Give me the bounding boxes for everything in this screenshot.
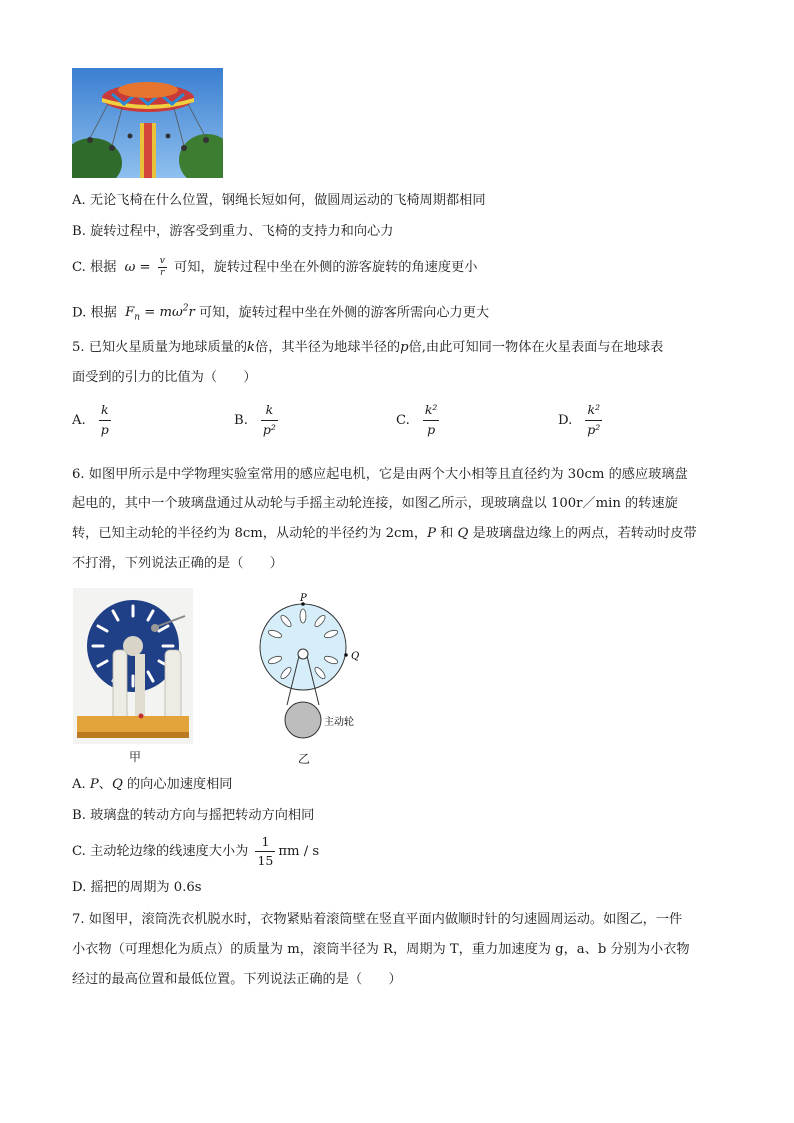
swing-ride-photo <box>72 68 223 178</box>
q6-stem-line2: 起电的，其中一个玻璃盘通过从动轮与手摇主动轮连接，如图乙所示，现玻璃盘以 100r／min 的转速旋 <box>72 496 678 511</box>
q7-stem-line3: 经过的最高位置和最低位置。下列说法正确的是（ ） <box>72 972 402 987</box>
figure-jia-caption: 甲 <box>129 750 142 764</box>
q6-stem-line1: 6. 如图甲所示是中学物理实验室常用的感应起电机，它是由两个大小相等且直径约为 30cm 的感应玻璃盘 <box>72 467 688 482</box>
q5-stem-line1: 5. 已知火星质量为地球质量的k倍，其半径为地球半径的p倍,由此可知同一物体在火星表面与在地球表 <box>72 340 664 355</box>
label-driver-wheel: 主动轮 <box>324 717 354 728</box>
q5-option-a: A. $\frac{k}{p}$ <box>72 402 109 437</box>
q6-option-d: D. 摇把的周期为 0.6s <box>72 880 202 895</box>
q6-option-c: C. 主动轮边缘的线速度大小为 $\frac{1}{15}$ πm / s <box>72 833 320 868</box>
q5-option-b: B. $\frac{k}{\text{p²}}$ <box>234 402 276 437</box>
label-p: P <box>300 593 307 604</box>
force-formula: $F_n = m\omega^2r$ <box>125 304 195 324</box>
q5-option-d: D. $\frac{\text{k²}}{\text{p²}}$ <box>558 402 601 437</box>
q7-stem-line1: 7. 如图甲，滚筒洗衣机脱水时，衣物紧贴着滚筒壁在竖直平面内做顺时针的匀速圆周运动。如图乙，一件 <box>72 912 683 927</box>
q6-stem-line4: 不打滑，下列说法正确的是（ ） <box>72 556 283 571</box>
figure-yi-caption: 乙 <box>298 752 311 766</box>
q5-option-c: C. $\frac{\text{k²}}{p}$ <box>396 402 438 437</box>
q7-stem-line2: 小衣物（可理想化为质点）的质量为 m，滚筒半径为 R，周期为 T，重力加速度为 g，a、b 分别为小衣物 <box>72 942 690 957</box>
q4-option-d: D. 根据 $F_n = m\omega^2r$ 可知，旋转过程中坐在外侧的游客所需向心力更大 <box>72 304 490 324</box>
q6-stem-line3: 转，已知主动轮的半径约为 8cm，从动轮的半径约为 2cm，P 和 Q 是玻璃盘边缘上的两点，若转动时皮带 <box>72 526 697 541</box>
q4-option-a: A. 无论飞椅在什么位置，钢绳长短如何，做圆周运动的飞椅周期都相同 <box>72 193 486 208</box>
q5-options <box>72 404 712 448</box>
omega-formula: ω = $\frac{v}{r}$ <box>124 256 165 278</box>
q4-option-b: B. 旋转过程中，游客受到重力、飞椅的支持力和向心力 <box>72 224 394 239</box>
q5-stem-line2: 面受到的引力的比值为（ ） <box>72 370 257 385</box>
q4-option-c: C. 根据 ω = $\frac{v}{r}$ 可知，旋转过程中坐在外侧的游客旋转的角速度更小 <box>72 256 478 278</box>
q6-option-a: A. P、Q 的向心加速度相同 <box>72 777 233 792</box>
disc-pulley-diagram <box>250 590 380 760</box>
induction-machine-photo <box>73 588 193 744</box>
label-q: Q <box>351 651 360 662</box>
q6-option-b: B. 玻璃盘的转动方向与摇把转动方向相同 <box>72 808 315 823</box>
